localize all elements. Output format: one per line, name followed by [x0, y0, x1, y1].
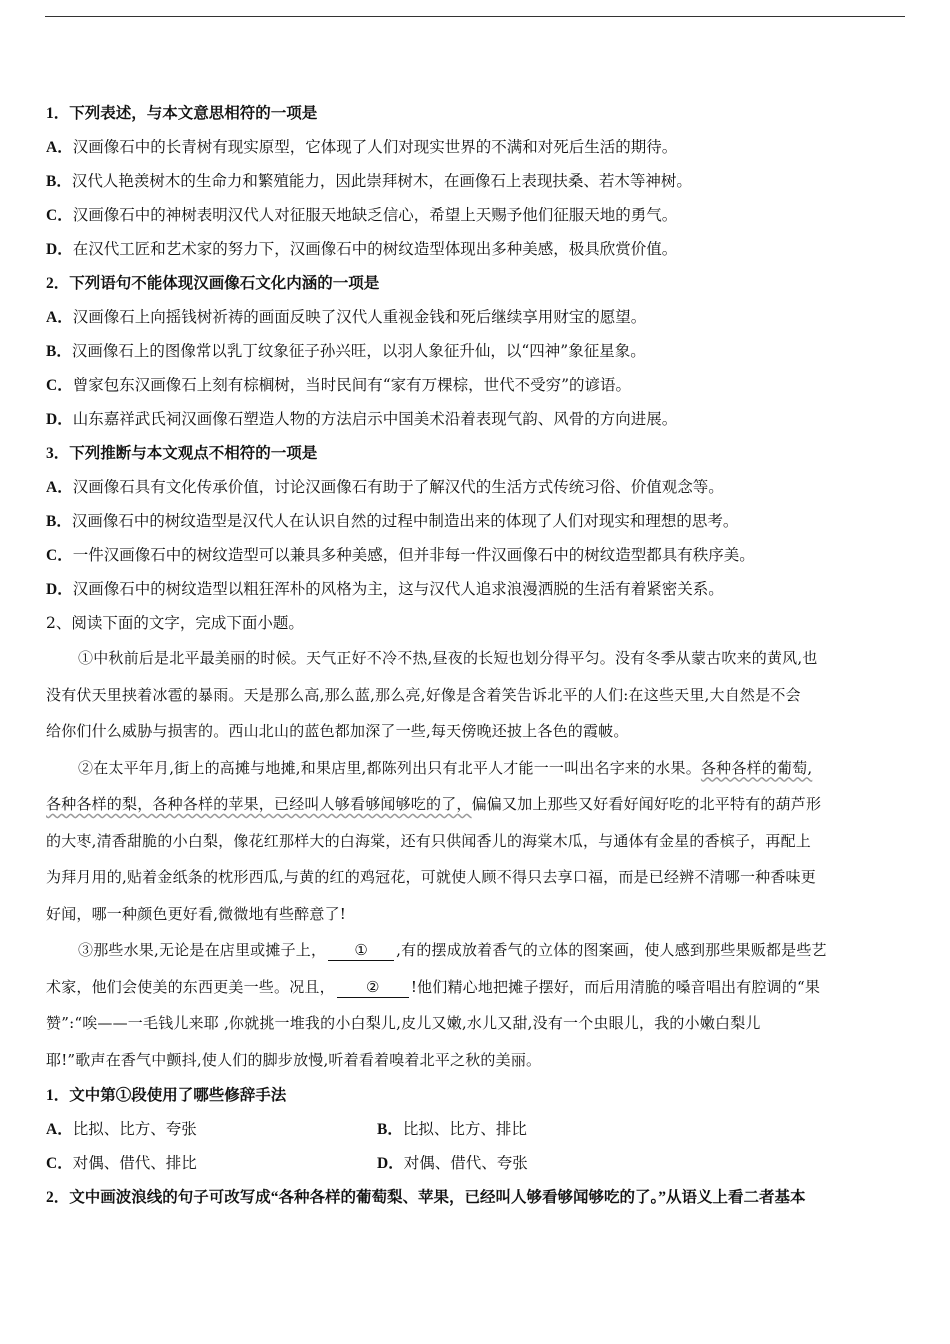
- sub1-option-d: D．对偶、借代、夸张: [377, 1154, 528, 1172]
- q1-option-b: B．汉代人艳羡树木的生命力和繁殖能力，因此崇拜树木，在画像石上表现扶桑、若木等神树。: [46, 172, 692, 190]
- passage-p1-line: ①中秋前后是北平最美丽的时候。天气正好不冷不热,昼夜的长短也划分得平匀。没有冬季从蒙古吹来的黄风,也: [78, 649, 818, 667]
- passage-p2-line: ②在太平年月,街上的高摊与地摊,和果店里,都陈列出只有北平人才能一一叫出名字来的水果。各种各样的葡萄,: [78, 758, 813, 777]
- sub2-stem: 2．文中画波浪线的句子可改写成“各种各样的葡萄梨、苹果，已经叫人够看够闻够吃的了。”从语义上看二者基本: [46, 1189, 806, 1206]
- passage-p3-line: 术家，他们会使美的东西更美一些。况且， ② !他们精心地把摊子摆好，而后用清脆的嗓音唱出有腔调的“果: [46, 977, 821, 996]
- q3-option-a: A．汉画像石具有文化传承价值，讨论汉画像石有助于了解汉代的生活方式传统习俗、价值观念等。: [46, 478, 724, 496]
- sub1-stem: 1．文中第①段使用了哪些修辞手法: [46, 1087, 287, 1104]
- q2-stem: 2．下列语句不能体现汉画像石文化内涵的一项是: [46, 275, 380, 292]
- passage-p1-line: 给你们什么威胁与损害的。西山北山的蓝色都加深了一些,每天傍晚还披上各色的霞帔。: [46, 722, 629, 740]
- wavy-underlined-sentence: 各种各样的葡萄,: [700, 758, 813, 777]
- passage-p2-line: 各种各样的梨，各种各样的苹果，已经叫人够看够闻够吃的了，偏偏又加上那些又好看好闻好吃的北平特有的葫芦形: [46, 795, 822, 813]
- q1-option-a: A．汉画像石中的长青树有现实原型，它体现了人们对现实世界的不满和对死后生活的期待。: [46, 138, 678, 156]
- document-content: [46, 96, 906, 1214]
- passage-p2-line: 为拜月用的,贴着金纸条的枕形西瓜,与黄的红的鸡冠花，可就使人顾不得只去享口福，而是已经辨不清哪一种香味更: [46, 868, 816, 886]
- q3-option-c: C．一件汉画像石中的树纹造型可以兼具多种美感，但并非每一件汉画像石中的树纹造型都具有秩序美。: [46, 546, 755, 564]
- header-rule: [45, 16, 905, 17]
- q2-option-b: B．汉画像石上的图像常以乳丁纹象征子孙兴旺，以羽人象征升仙，以“四神”象征星象。: [46, 342, 646, 360]
- sub1-options-row: [46, 1112, 906, 1146]
- sub1-option-a: A．比拟、比方、夸张: [46, 1120, 197, 1138]
- passage-p3-line: 耶!”歌声在香气中颤抖,使人们的脚步放慢,听着看着嗅着北平之秋的美丽。: [46, 1050, 542, 1069]
- sub1-option-c: C．对偶、借代、排比: [46, 1154, 197, 1172]
- q2-option-a: A．汉画像石上向摇钱树祈祷的画面反映了汉代人重视金钱和死后继续享用财宝的愿望。: [46, 308, 647, 326]
- sub1-options-row: [46, 1146, 906, 1180]
- wavy-underlined-sentence: 各种各样的梨，各种各样的苹果，已经叫人够看够闻够吃的了，: [46, 795, 472, 813]
- passage-p3-line: 赞”:“唉——一毛钱儿来耶 ,你就挑一堆我的小白梨儿,皮儿又嫩,水儿又甜,没有一个虫眼儿，我的小嫩白梨儿: [46, 1014, 761, 1032]
- passage-p2-line: 好闻，哪一种颜色更好看,微微地有些醉意了!: [46, 904, 346, 923]
- q3-option-d: D．汉画像石中的树纹造型以粗狂浑朴的风格为主，这与汉代人追求浪漫洒脱的生活有着紧密关系。: [46, 580, 724, 598]
- passage-p3-line: ③那些水果,无论是在店里或摊子上， ① ,有的摆成放着香气的立体的图案画，使人感到那些果贩都是些艺: [78, 941, 827, 959]
- q3-option-b: B．汉画像石中的树纹造型是汉代人在认识自然的过程中制造出来的体现了人们对现实和理想的思考。: [46, 512, 739, 530]
- fill-blank-1: ①: [328, 940, 394, 961]
- q1-option-d: D．在汉代工匠和艺术家的努力下，汉画像石中的树纹造型体现出多种美感，极具欣赏价值。: [46, 240, 678, 258]
- fill-blank-2: ②: [337, 977, 409, 998]
- q2-option-d: D．山东嘉祥武氏祠汉画像石塑造人物的方法启示中国美术沿着表现气韵、风骨的方向进展。: [46, 410, 678, 428]
- sub1-option-b: B．比拟、比方、排比: [377, 1120, 527, 1138]
- section2-heading: 2、阅读下面的文字，完成下面小题。: [46, 614, 304, 632]
- q3-stem: 3．下列推断与本文观点不相符的一项是: [46, 445, 318, 462]
- passage-p2-line: 的大枣,清香甜脆的小白梨，像花红那样大的白海棠，还有只供闻香儿的海棠木瓜，与通体有金星的香槟子，再配上: [46, 831, 811, 850]
- q1-stem: 1．下列表述，与本文意思相符的一项是: [46, 105, 318, 122]
- passage-p1-line: 没有伏天里挟着冰雹的暴雨。天是那么高,那么蓝,那么亮,好像是含着笑告诉北平的人们:在这些天里,大自然是不会: [46, 685, 801, 704]
- q2-option-c: C．曾家包东汉画像石上刻有棕榈树，当时民间有“家有万棵棕，世代不受穷”的谚语。: [46, 376, 632, 394]
- q1-option-c: C．汉画像石中的神树表明汉代人对征服天地缺乏信心，希望上天赐予他们征服天地的勇气。: [46, 206, 678, 224]
